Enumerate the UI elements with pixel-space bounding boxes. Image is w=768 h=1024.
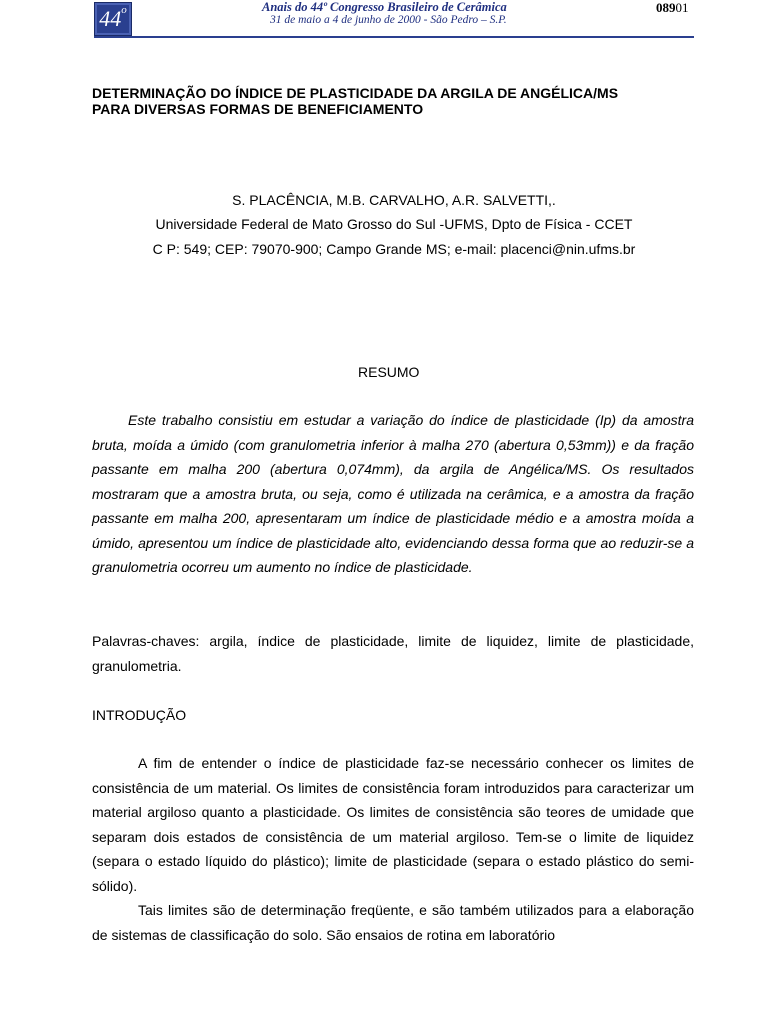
- paper-code: 08901: [656, 0, 689, 15]
- introduction-paragraph-1: A fim de entender o índice de plasticidade faz-se necessário conhecer os limites de consistência de um material. Os limites de consistência foram introduzidos para caracterizar um material argiloso quanto a plasticidade. Os limites de consistência são teores de umidade que separam dois estados de consistência de um material argiloso. Tem-se o limite de liquidez (separa o estado líquido do plástico); limite de plasticidade (separa o estado plástico do semi-sólido).: [92, 755, 694, 894]
- congress-logo-icon: 44$^o$: [94, 2, 132, 36]
- congress-dates: 31 de maio a 4 de junho de 2000 - São Pedro – S.P.: [270, 14, 507, 26]
- paper-title: [92, 85, 696, 117]
- author-names: S. PLACÊNCIA, M.B. CARVALHO, A.R. SALVETTI,.: [232, 192, 556, 208]
- introduction-paragraph-2: Tais limites são de determinação freqüente, e são também utilizados para a elaboração de sistemas de classificação do solo. São ensaios de rotina em laboratório: [92, 902, 694, 943]
- paper-title-line-1: DETERMINAÇÃO DO ÍNDICE DE PLASTICIDADE DA ARGILA DE ANGÉLICA/MS: [92, 85, 619, 101]
- author-affiliation: Universidade Federal de Mato Grosso do Sul -UFMS, Dpto de Física - CCET: [155, 216, 633, 232]
- keywords: Palavras-chaves: argila, índice de plasticidade, limite de liquidez, limite de plasticidade, granulometria.: [92, 633, 694, 674]
- paper-title-line-2: PARA DIVERSAS FORMAS DE BENEFICIAMENTO: [92, 101, 424, 117]
- page-header: [0, 0, 768, 40]
- abstract-text: Este trabalho consistiu em estudar a variação do índice de plasticidade (Ip) da amostra bruta, moída a úmido (com granulometria inferior à malha 270 (abertura 0,53mm)) e da fração passante em malha 200 (abertura 0,074mm), da argila de Angélica/MS. Os resultados mostraram que a amostra bruta, ou seja, como é utilizada na cerâmica, e a amostra da fração passante em malha 200, apresentaram um índice de plasticidade médio e a amostra moída a úmido, apresentou um índice de plasticidade alto, evidenciando dessa forma que ao reduzir-se a granulometria ocorreu um aumento no índice de plasticidade.: [92, 412, 694, 575]
- introduction-heading: INTRODUÇÃO: [92, 707, 187, 723]
- abstract-heading: RESUMO: [358, 364, 420, 380]
- author-address: C P: 549; CEP: 79070-900; Campo Grande MS; e-mail: placenci@nin.ufms.br: [152, 241, 636, 257]
- congress-title: Anais do 44º Congresso Brasileiro de Cerâmica: [262, 0, 507, 14]
- header-rule: [94, 36, 694, 38]
